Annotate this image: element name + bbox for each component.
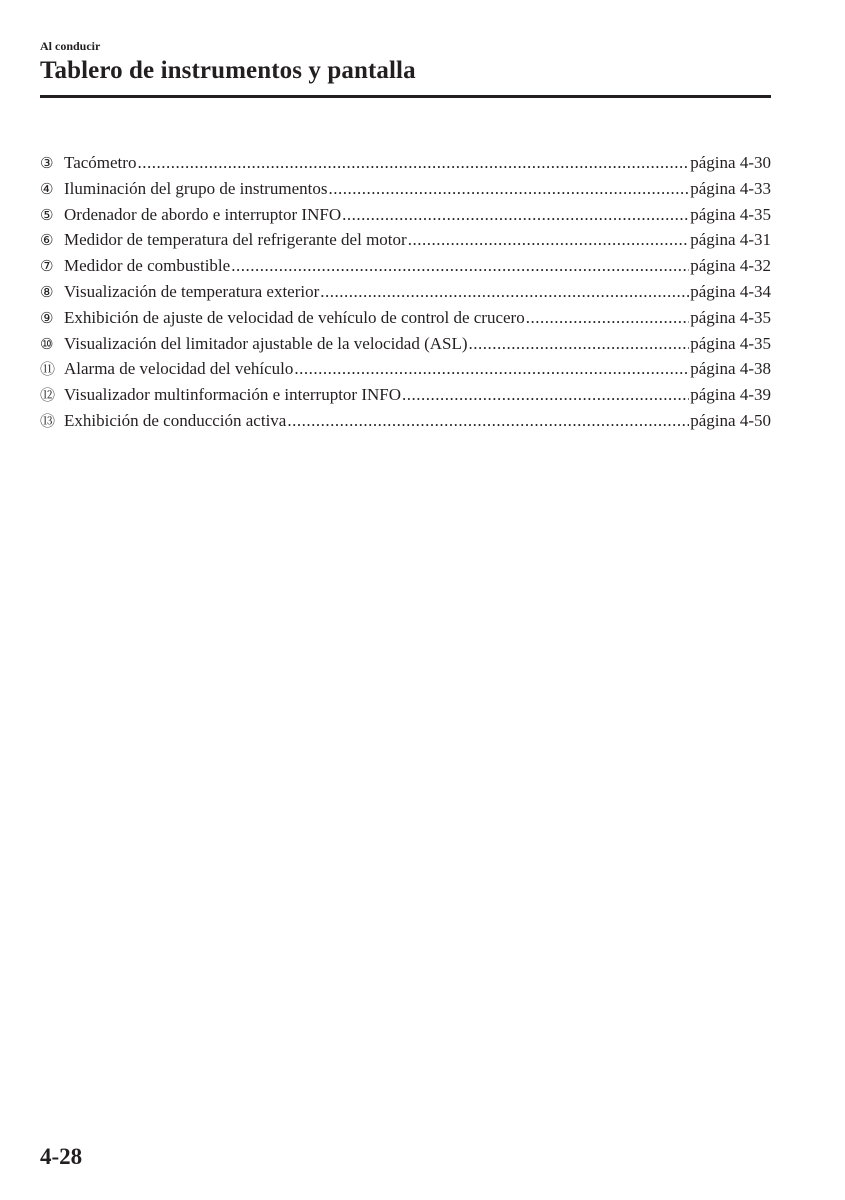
toc-entry-text: Alarma de velocidad del vehículo bbox=[64, 359, 294, 379]
table-of-contents bbox=[40, 150, 771, 434]
toc-entry-page: página 4-33 bbox=[690, 178, 771, 198]
title-rule bbox=[40, 95, 771, 98]
dot-leader bbox=[231, 253, 689, 279]
toc-entry-number: ⑧ bbox=[40, 282, 54, 301]
toc-entry-text: Medidor de temperatura del refrigerante del motor bbox=[64, 230, 407, 250]
toc-entry-text: Iluminación del grupo de instrumentos bbox=[64, 178, 328, 198]
toc-entry-number: ⑥ bbox=[40, 231, 54, 250]
toc-entry-temp-refrigerante[interactable] bbox=[40, 227, 771, 253]
toc-entry-text: Exhibición de conducción activa bbox=[64, 410, 287, 430]
toc-entry-text: Ordenador de abordo e interruptor INFO bbox=[64, 204, 342, 224]
toc-entry-page: página 4-38 bbox=[690, 359, 771, 379]
dot-leader bbox=[526, 305, 690, 331]
toc-entry-number: ⑦ bbox=[40, 257, 54, 276]
section-label: Al conducir bbox=[40, 39, 101, 53]
toc-entry-page: página 4-39 bbox=[690, 385, 771, 405]
toc-entry-page: página 4-30 bbox=[690, 153, 771, 172]
toc-entry-text: Visualización del limitador ajustable de la velocidad (ASL) bbox=[64, 333, 468, 353]
page-title: Tablero de instrumentos y pantalla bbox=[40, 57, 416, 84]
toc-entry-text: Exhibición de ajuste de velocidad de vehículo de control de crucero bbox=[64, 307, 525, 327]
dot-leader bbox=[342, 202, 689, 228]
toc-entry-text: Visualización de temperatura exterior bbox=[64, 281, 320, 301]
dot-leader bbox=[137, 150, 689, 176]
dot-leader bbox=[328, 176, 689, 202]
dot-leader bbox=[320, 279, 689, 305]
toc-entry-control-crucero[interactable] bbox=[40, 305, 771, 331]
dot-leader bbox=[294, 356, 689, 382]
toc-entry-alarma-velocidad[interactable] bbox=[40, 356, 771, 382]
toc-entry-page: página 4-50 bbox=[690, 410, 771, 430]
toc-entry-number: ⑨ bbox=[40, 308, 54, 327]
toc-entry-page: página 4-35 bbox=[690, 307, 771, 327]
toc-entry-page: página 4-32 bbox=[690, 256, 771, 276]
dot-leader bbox=[287, 408, 689, 434]
toc-entry-number: ⑤ bbox=[40, 205, 54, 224]
toc-entry-number: ⑫ bbox=[40, 386, 56, 405]
toc-entry-page: página 4-31 bbox=[690, 230, 771, 250]
toc-entry-text: Visualizador multinformación e interruptor INFO bbox=[64, 385, 402, 405]
toc-entry-combustible[interactable] bbox=[40, 253, 771, 279]
toc-entry-limitador-asl[interactable] bbox=[40, 331, 771, 357]
toc-entry-temp-exterior[interactable] bbox=[40, 279, 771, 305]
toc-entry-number: ⑬ bbox=[40, 411, 56, 430]
toc-entry-ordenador[interactable] bbox=[40, 202, 771, 228]
toc-entry-text: Tacómetro bbox=[64, 153, 137, 172]
toc-entry-iluminacion[interactable] bbox=[40, 176, 771, 202]
toc-entry-conduccion-activa[interactable] bbox=[40, 408, 771, 434]
toc-entry-multinformacion[interactable] bbox=[40, 382, 771, 408]
toc-entry-number: ⑪ bbox=[40, 360, 56, 379]
toc-entry-page: página 4-34 bbox=[690, 281, 771, 301]
dot-leader bbox=[402, 382, 689, 408]
toc-entry-page: página 4-35 bbox=[690, 333, 771, 353]
toc-entry-tacometro[interactable] bbox=[40, 150, 771, 176]
toc-entry-page: página 4-35 bbox=[690, 204, 771, 224]
toc-entry-number: ⑩ bbox=[40, 334, 54, 353]
dot-leader bbox=[408, 227, 690, 253]
page-number: 4-28 bbox=[40, 1144, 83, 1169]
toc-entry-number: ④ bbox=[40, 179, 54, 198]
toc-entry-number: ③ bbox=[40, 154, 54, 172]
toc-entry-text: Medidor de combustible bbox=[64, 256, 231, 276]
dot-leader bbox=[469, 331, 690, 357]
